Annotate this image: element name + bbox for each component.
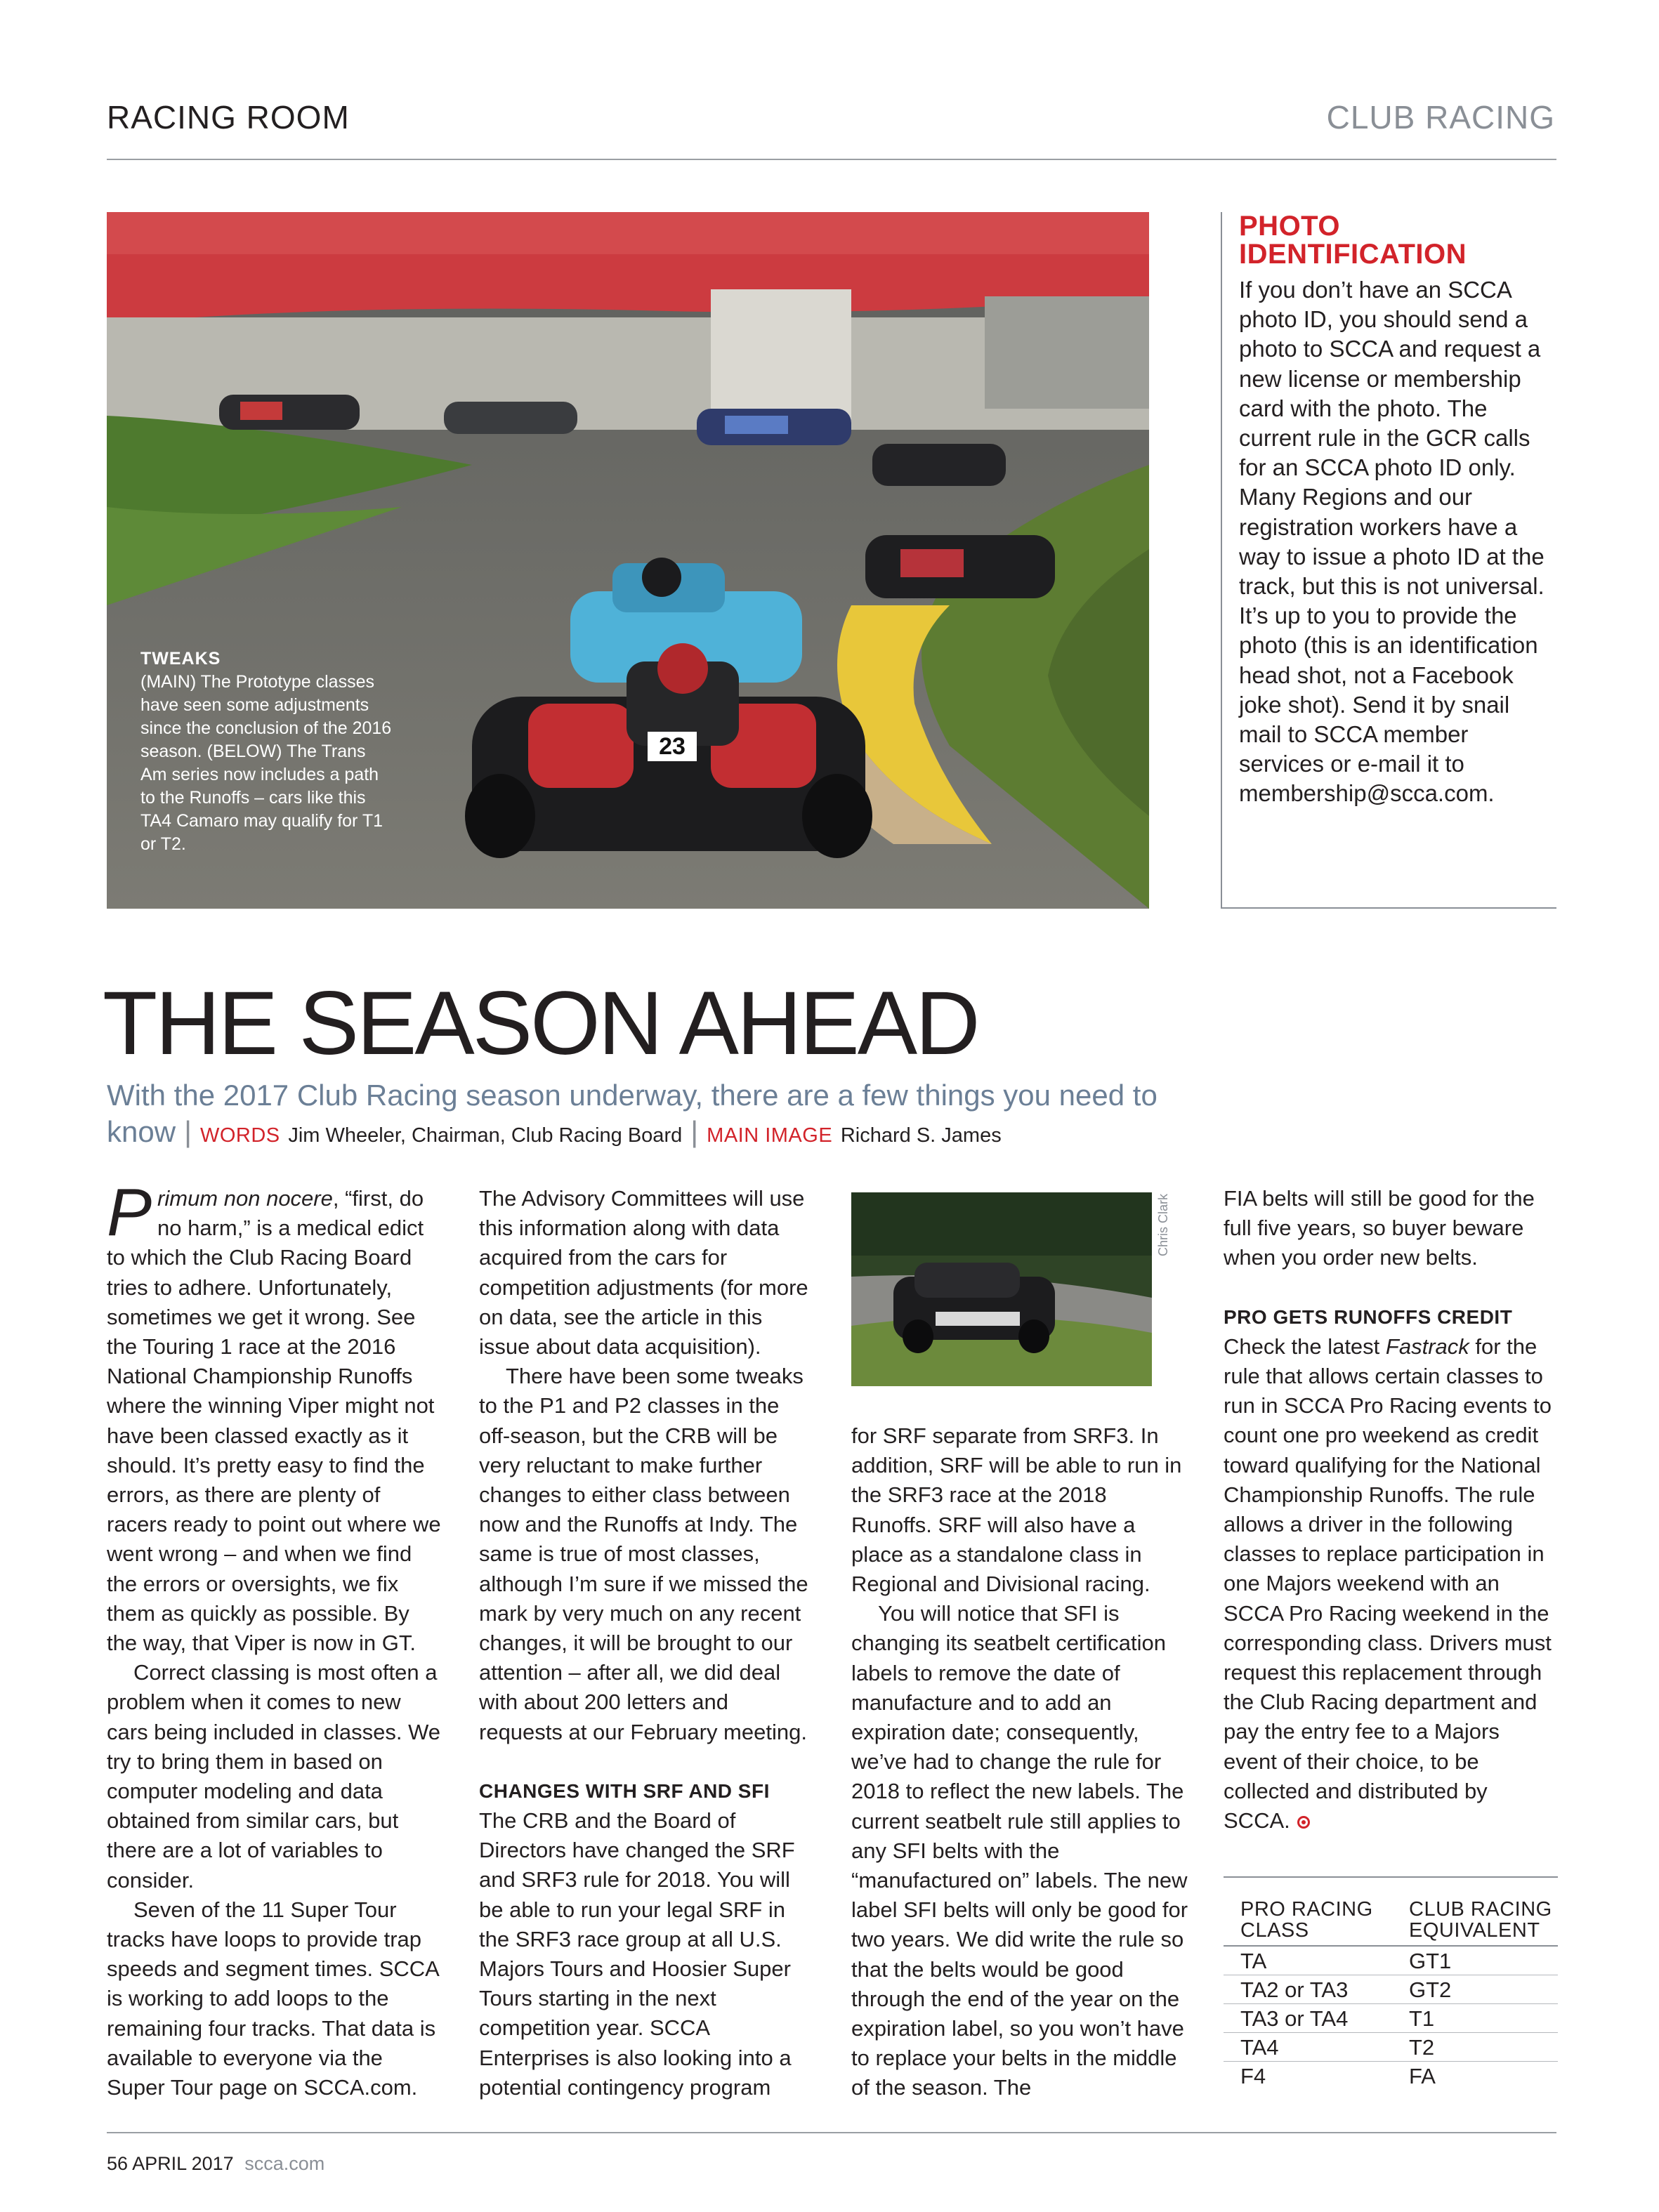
table-row	[1224, 1946, 1558, 1975]
deck-text: With the 2017 Club Racing season underway, there are a few things you need to know	[107, 1079, 1158, 1148]
header-pro-class: PRO RACING CLASS	[1240, 1898, 1373, 1942]
credit-separator: |	[184, 1115, 192, 1148]
drop-cap: P	[107, 1175, 152, 1250]
image-credit: Richard S. James	[840, 1124, 1002, 1147]
club-class-cell: GT2	[1409, 1975, 1558, 2004]
body-column-4	[1224, 1184, 1558, 1836]
table-row	[1224, 2062, 1558, 2091]
table-row	[1224, 1975, 1558, 2004]
header-rule	[107, 159, 1556, 160]
article-headline: THE SEASON AHEAD	[103, 973, 978, 1074]
footer-rule	[107, 2132, 1556, 2133]
pro-class-cell: F4	[1224, 2062, 1409, 2091]
paragraph-10-start: Check the latest	[1224, 1334, 1386, 1359]
header-club-equivalent: CLUB RACING EQUIVALENT	[1409, 1898, 1552, 1942]
article-deck	[107, 1077, 1231, 1154]
caption-heading: TWEAKS	[140, 649, 221, 669]
paragraph-1	[107, 1175, 444, 1658]
photo-id-sidebar	[1221, 212, 1556, 909]
paragraph-10	[1224, 1332, 1558, 1836]
camaro-illustration	[851, 1192, 1152, 1386]
section-label-left: RACING ROOM	[107, 99, 350, 136]
pro-class-cell: TA	[1224, 1946, 1409, 1975]
club-class-cell: FA	[1409, 2062, 1558, 2091]
pro-class-cell: TA4	[1224, 2033, 1409, 2062]
sidebar-body: If you don’t have an SCCA photo ID, you should send a photo to SCCA and request a new license or membership card with the photo. The current rule in the GCR calls for an SCCA photo ID only. Many Regions and our registration workers have a way to issue a photo ID at the track, but this is not universal. It’s up to you to provide the photo (this is an identification head shot, not a Facebook joke shot). Send it by snail mail to SCCA member services or e-mail it to membership@scca.com.	[1239, 277, 1545, 807]
paragraph-2: Correct classing is most often a problem when it comes to new cars being included in classes. We try to bring them in based on computer modeling and data obtained from similar cars, but there are a lot of variables to consider.	[107, 1660, 441, 1892]
club-class-cell: T1	[1409, 2004, 1558, 2033]
table-row	[1224, 2004, 1558, 2033]
words-author: Jim Wheeler, Chairman, Club Racing Board	[288, 1124, 683, 1147]
sidebar-title-line1: PHOTO	[1239, 211, 1341, 242]
site-url: scca.com	[244, 2153, 325, 2174]
table-header-row	[1224, 1878, 1558, 1946]
sidebar-title-line2: IDENTIFICATION	[1239, 239, 1467, 270]
pro-class-cell: TA2 or TA3	[1224, 1975, 1409, 2004]
body-column-1	[107, 1175, 444, 2102]
credit-separator-2: |	[690, 1115, 699, 1148]
subhead-pro-runoffs: PRO GETS RUNOFFS CREDIT	[1224, 1305, 1513, 1328]
paragraph-5: There have been some tweaks to the P1 and P2 classes in the off-season, but the CRB will be very reluctant to make further changes to either class between now and the Runoffs at Indy. The same is true of most classes, although I’m sure if we missed the mark by very much on any recent changes, it will be brought to our attention – after all, we did deal with about 200 letters and requests at our February meeting.	[479, 1364, 808, 1744]
body-column-3	[851, 1421, 1188, 2103]
club-class-cell: T2	[1409, 2033, 1558, 2062]
latin-phrase: rimum non nocere	[157, 1186, 333, 1211]
pro-class-cell: TA3 or TA4	[1224, 2004, 1409, 2033]
paragraph-1-text: , “first, do no harm,” is a medical edict to which the Club Racing Board tries to adhere. Unfortunately, sometimes we get it wrong. See the Touring 1 race at the 2016 National Championship Runoffs where the winning Viper might not have been classed exactly as it should. It’s pretty easy to find the errors, as there are plenty of racers ready to point out where we went wrong – and when we find the errors or oversights, we fix them as quickly as possible. By the way, that Viper is now in GT.	[107, 1186, 441, 1656]
class-equivalency-table	[1224, 1876, 1558, 2090]
section-label-right: CLUB RACING	[1326, 99, 1555, 136]
page-number: 56	[107, 2153, 129, 2174]
image-label: MAIN IMAGE	[707, 1124, 833, 1147]
camaro-photo	[851, 1192, 1152, 1386]
words-label: WORDS	[199, 1124, 280, 1147]
fastrack-title: Fastrack	[1385, 1334, 1469, 1359]
paragraph-3: Seven of the 11 Super Tour tracks have loops to provide trap speeds and segment times. SCCA is working to add loops to the remaining four tracks. That data is available to everyone via the Super Tour page on SCCA.com.	[107, 1897, 439, 2100]
body-column-2	[479, 1184, 816, 2102]
subhead-srf-sfi: CHANGES WITH SRF AND SFI	[479, 1779, 770, 1802]
table-row	[1224, 2033, 1558, 2062]
issue-date: APRIL 2017	[132, 2153, 234, 2174]
page-footer	[107, 2153, 324, 2175]
paragraph-7: for SRF separate from SRF3. In addition, SRF will be able to run in the SRF3 race at the 2018 Runoffs. SRF will also have a place as a standalone class in Regional and Divisional racing.	[851, 1423, 1182, 1597]
end-mark-icon	[1297, 1816, 1310, 1829]
paragraph-6: The CRB and the Board of Directors have changed the SRF and SRF3 rule for 2018. You will be able to run your legal SRF in the SRF3 race group at all U.S. Majors Tours and Hoosier Super Tours starting in the next competition year. SCCA Enterprises is also looking into a potential contingency program	[479, 1808, 795, 2100]
main-photo	[107, 212, 1149, 909]
photo-credit: Chris Clark	[1156, 1194, 1170, 1257]
paragraph-10-end: for the rule that allows certain classes to run in SCCA Pro Racing events to count one pro weekend as credit toward qualifying for the National Championship Runoffs. The rule allows a driver in the following classes to replace participation in one Majors weekend with an SCCA Pro Racing weekend in the corresponding class. Drivers must request this replacement through the Club Racing department and pay the entry fee to a Majors event of their choice, to be collected and distributed by SCCA.	[1224, 1334, 1552, 1834]
paragraph-8: You will notice that SFI is changing its seatbelt certification labels to remove the date of manufacture and to add an expiration date; consequently, we’ve had to change the rule for 2018 to reflect the new labels. The current seatbelt rule still applies to any SFI belts with the “manufactured on” labels. The new label SFI belts will only be good for two years. We did write the rule so that the belts would be good through the end of the year on the expiration label, so you won’t have to replace your belts in the middle of the season. The	[851, 1601, 1188, 2100]
paragraph-9: FIA belts will still be good for the full five years, so buyer beware when you order new belts.	[1224, 1186, 1535, 1270]
car-number-text: 23	[659, 733, 686, 760]
paragraph-4: The Advisory Committees will use this information along with data acquired from the cars for competition adjustments (for more on data, see the article in this issue about data acquisition).	[479, 1186, 808, 1360]
club-class-cell: GT1	[1409, 1946, 1558, 1975]
caption-body: (MAIN) The Prototype classes have seen some adjustments since the conclusion of the 2016 season. (BELOW) The Trans Am series now includes a path to the Runoffs – cars like this TA4 Camaro may qualify for T1 or T2.	[140, 672, 392, 854]
photo-caption	[140, 647, 393, 856]
